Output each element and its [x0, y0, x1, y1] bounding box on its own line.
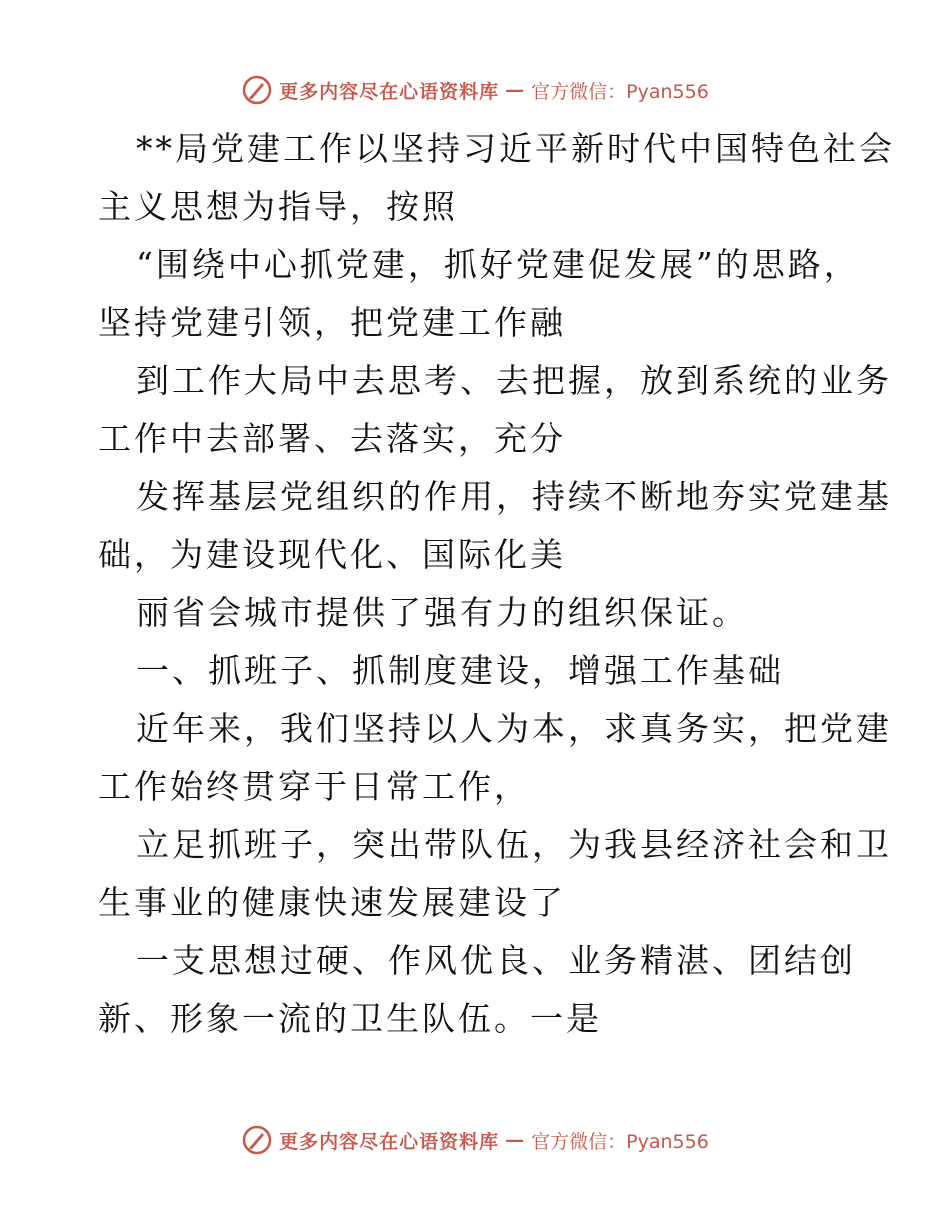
footer-separator: —: [505, 1129, 526, 1151]
footer-watermark-banner: [0, 1120, 950, 1160]
footer-site-text: 更多内容尽在心语资料库: [279, 1130, 500, 1153]
paragraph-line: 工作中去部署、去落实，充分: [98, 419, 566, 458]
paragraph-line: “围绕中心抓党建，抓好党建促发展”的思路，: [136, 245, 860, 284]
header-contact-text: 官方微信：Pyan556: [531, 80, 709, 103]
header-site-text: 更多内容尽在心语资料库: [279, 80, 500, 103]
paragraph-line: 础，为建设现代化、国际化美: [98, 535, 566, 574]
paragraph-line: 到工作大局中去思考、去把握，放到系统的业务: [136, 361, 892, 400]
paragraph-line: 立足抓班子，突出带队伍，为我县经济社会和卫: [136, 825, 892, 864]
quill-logo-icon: [241, 1124, 273, 1156]
paragraph-line: 主义思想为指导，按照: [98, 187, 458, 226]
footer-contact-text: 官方微信：Pyan556: [531, 1130, 709, 1153]
header-watermark-banner: [0, 70, 950, 110]
paragraph-line: 工作始终贯穿于日常工作，: [98, 767, 530, 806]
paragraph-line: 新、形象一流的卫生队伍。一是: [98, 999, 602, 1038]
paragraph-line: 坚持党建引领，把党建工作融: [98, 303, 566, 342]
paragraph-line: 生事业的健康快速发展建设了: [98, 883, 566, 922]
paragraph-line: 发挥基层党组织的作用，持续不断地夯实党建基: [136, 477, 892, 516]
header-separator: —: [505, 79, 526, 101]
paragraph-line: 一支思想过硬、作风优良、业务精湛、团结创: [136, 941, 856, 980]
section-heading: 一、抓班子、抓制度建设，增强工作基础: [136, 651, 784, 690]
paragraph-line: **局党建工作以坚持习近平新时代中国特色社会: [136, 129, 895, 168]
quill-logo-icon: [241, 74, 273, 106]
paragraph-line: 丽省会城市提供了强有力的组织保证。: [136, 593, 748, 632]
document-body: [98, 120, 895, 1048]
paragraph-line: 近年来，我们坚持以人为本，求真务实，把党建: [136, 709, 892, 748]
